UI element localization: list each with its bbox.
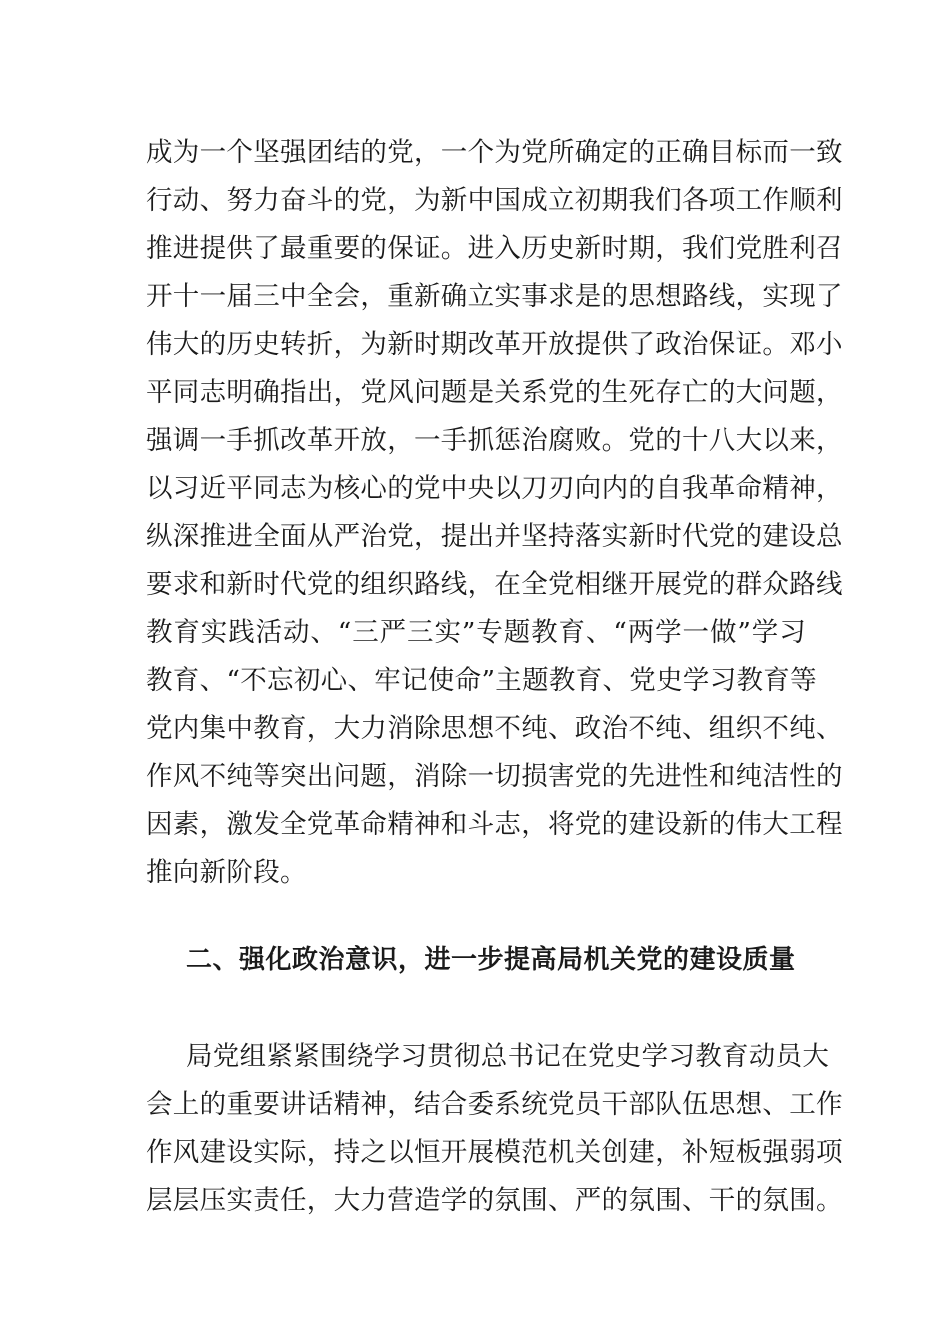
paragraph-line: 伟大的历史转折，为新时期改革开放提供了政治保证。邓小	[146, 329, 843, 360]
paragraph-line: 行动、努力奋斗的党，为新中国成立初期我们各项工作顺利	[146, 185, 843, 216]
section-heading: 二、强化政治意识，进一步提高局机关党的建设质量	[186, 945, 796, 975]
paragraph-line: 要求和新时代党的组织路线，在全党相继开展党的群众路线	[146, 569, 843, 600]
paragraph-line: 平同志明确指出，党风问题是关系党的生死存亡的大问题，	[146, 377, 843, 408]
paragraph-line: 层层压实责任，大力营造学的氛围、严的氛围、干的氛围。	[146, 1185, 843, 1216]
paragraph-line: 教育、“不忘初心、牢记使命”主题教育、党史学习教育等	[146, 665, 817, 696]
paragraph-line: 强调一手抓改革开放，一手抓惩治腐败。党的十八大以来，	[146, 425, 843, 456]
paragraph-line: 作风建设实际，持之以恒开展模范机关创建，补短板强弱项	[146, 1137, 843, 1168]
paragraph-line: 会上的重要讲话精神，结合委系统党员干部队伍思想、工作	[146, 1089, 843, 1120]
paragraph-line: 以习近平同志为核心的党中央以刀刃向内的自我革命精神，	[146, 473, 843, 504]
paragraph-line: 党内集中教育，大力消除思想不纯、政治不纯、组织不纯、	[146, 713, 843, 744]
paragraph-line: 教育实践活动、“三严三实”专题教育、“两学一做”学习	[146, 617, 806, 648]
paragraph-line: 局党组紧紧围绕学习贯彻总书记在党史学习教育动员大	[186, 1041, 830, 1072]
paragraph-line: 推进提供了最重要的保证。进入历史新时期，我们党胜利召	[146, 233, 843, 264]
paragraph-line: 成为一个坚强团结的党，一个为党所确定的正确目标而一致	[146, 137, 843, 168]
paragraph-line: 推向新阶段。	[146, 857, 307, 888]
paragraph-line: 因素，激发全党革命精神和斗志，将党的建设新的伟大工程	[146, 809, 843, 840]
paragraph-line: 作风不纯等突出问题，消除一切损害党的先进性和纯洁性的	[146, 761, 843, 792]
paragraph-line: 纵深推进全面从严治党，提出并坚持落实新时代党的建设总	[146, 521, 843, 552]
paragraph-line: 开十一届三中全会，重新确立实事求是的思想路线，实现了	[146, 281, 843, 312]
